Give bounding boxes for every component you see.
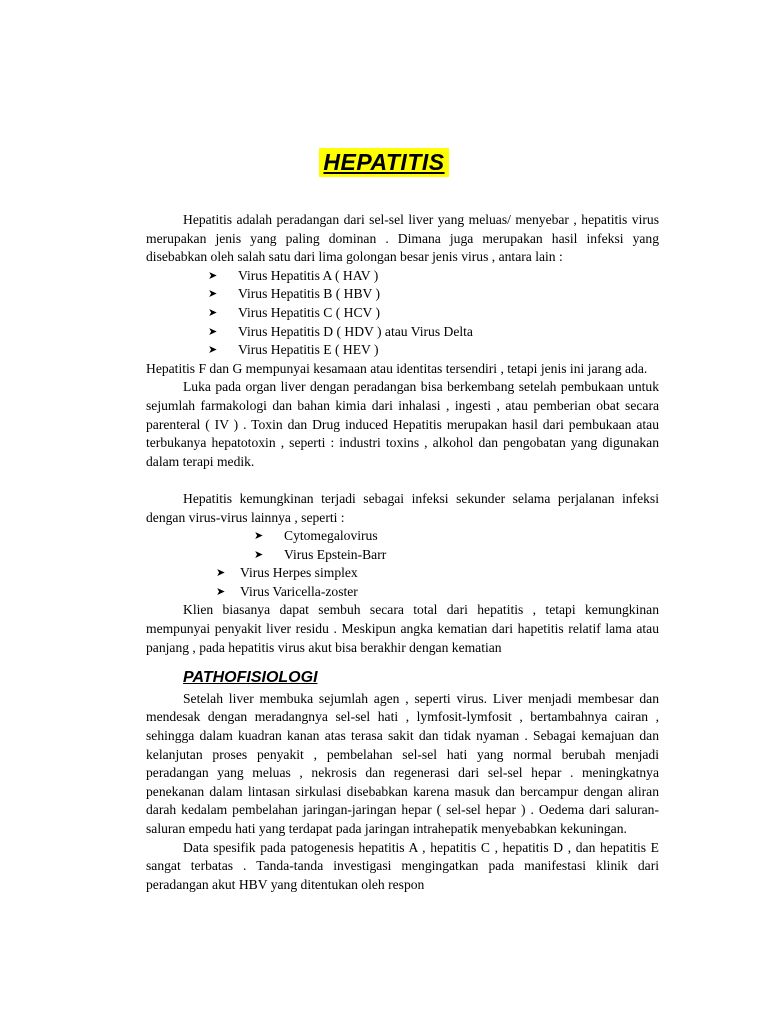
data-paragraph: Data spesifik pada patogenesis hepatitis A , hepatitis C , hepatitis D , dan hepatitis E sangat terbatas . Tanda-tanda investigasi mengingatkan pada manifestasi klinik dari peradangan akut HBV yang ditentukan oleh respon	[146, 839, 659, 892]
list-item-text: Virus Hepatitis A ( HAV )	[238, 267, 379, 283]
list-item	[146, 341, 659, 360]
intro-paragraph: Hepatitis adalah peradangan dari sel-sel liver yang meluas/ menyebar , hepatitis virus merupakan jenis yang paling dominan . Dimana juga merupakan hasil infeksi yang disebabkan oleh salah satu dari lima golongan besar jenis virus , antara lain :	[146, 212, 659, 265]
arrow-bullet-icon: ➤	[208, 325, 218, 338]
arrow-bullet-icon: ➤	[216, 567, 226, 580]
secondary-list-a	[146, 527, 659, 564]
list-item	[146, 564, 659, 583]
list-item-text: Virus Varicella-zoster	[240, 583, 358, 599]
arrow-bullet-icon: ➤	[208, 344, 218, 357]
arrow-bullet-icon: ➤	[208, 288, 218, 301]
list-item-text: Virus Hepatitis D ( HDV ) atau Virus Delta	[238, 323, 473, 339]
arrow-bullet-icon: ➤	[208, 306, 218, 319]
blank-line	[146, 471, 659, 490]
list-item-text: Virus Epstein-Barr	[284, 546, 387, 562]
klien-paragraph: Klien biasanya dapat sembuh secara total dari hepatitis , tetapi kemungkinan mempunyai penyakit liver residu . Meskipun angka kematian dari hapetitis relatif lama atau panjang , pada hepatitis virus akut bisa berakhir dengan kematian	[146, 602, 659, 655]
luka-paragraph: Luka pada organ liver dengan peradangan bisa berkembang setelah pembukaan untuk sejumlah farmakologi dan bahan kimia dari inhalasi , ingesti , atau pemberian obat secara parenteral ( IV ) . Toxin dan Drug induced Hepatitis merupakan hasil dari pembukaan atau terbukanya hepatotoxin , seperti : industri toxins , alkohol dan pengobatan yang digunakan dalam terapi medik.	[146, 379, 659, 469]
list-item-text: Virus Hepatitis C ( HCV )	[238, 304, 381, 320]
list-item	[146, 583, 659, 602]
section-heading: PATHOFISIOLOGI	[183, 669, 318, 687]
arrow-bullet-icon: ➤	[254, 548, 264, 561]
arrow-bullet-icon: ➤	[208, 269, 218, 282]
sekunder-paragraph: Hepatitis kemungkinan terjadi sebagai infeksi sekunder selama perjalanan infeksi dengan virus-virus lainnya , seperti :	[146, 490, 659, 525]
list-item-text: Virus Herpes simplex	[240, 565, 358, 581]
arrow-bullet-icon: ➤	[254, 530, 264, 543]
patho-paragraph: Setelah liver membuka sejumlah agen , seperti virus. Liver menjadi membesar dan mendesak dengan meradangnya sel-sel hati , lymfosit-lymfosit , bertambahnya cairan , sehingga dalam kuadran kanan atas terasa sakit dan tidak nyaman . Sebagai kemajuan dan kelanjutan proses penyakit , pembelahan sel-sel hati yang normal berubah menjadi peradangan yang meluas , nekrosis dan regenerasi dari sel-sel hepar . meningkatnya penekanan dalam lintasan sirkulasi disebabkan karena masuk dan bercampur dengan aliran darah kedalam pembelahan jaringan-jaringan hepar ( sel-sel hepar ) . Oedema dari saluran-saluran empedu hati yang terdapat pada jaringan intrahepatik menyebabkan kekuningan.	[146, 690, 659, 836]
secondary-list-b	[146, 564, 659, 601]
list-item	[146, 527, 659, 546]
virus-list	[146, 267, 659, 360]
list-item	[146, 546, 659, 565]
list-item	[146, 285, 659, 304]
title-container	[0, 148, 768, 177]
arrow-bullet-icon: ➤	[216, 585, 226, 598]
list-item	[146, 267, 659, 286]
list-item	[146, 304, 659, 323]
fg-paragraph: Hepatitis F dan G mempunyai kesamaan atau identitas tersendiri , tetapi jenis ini jarang ada.	[146, 360, 648, 376]
document-body	[146, 211, 659, 894]
document-title: HEPATITIS	[319, 148, 448, 177]
list-item-text: Cytomegalovirus	[284, 528, 378, 544]
list-item-text: Virus Hepatitis B ( HBV )	[238, 286, 381, 302]
list-item-text: Virus Hepatitis E ( HEV )	[238, 342, 379, 358]
list-item	[146, 323, 659, 342]
